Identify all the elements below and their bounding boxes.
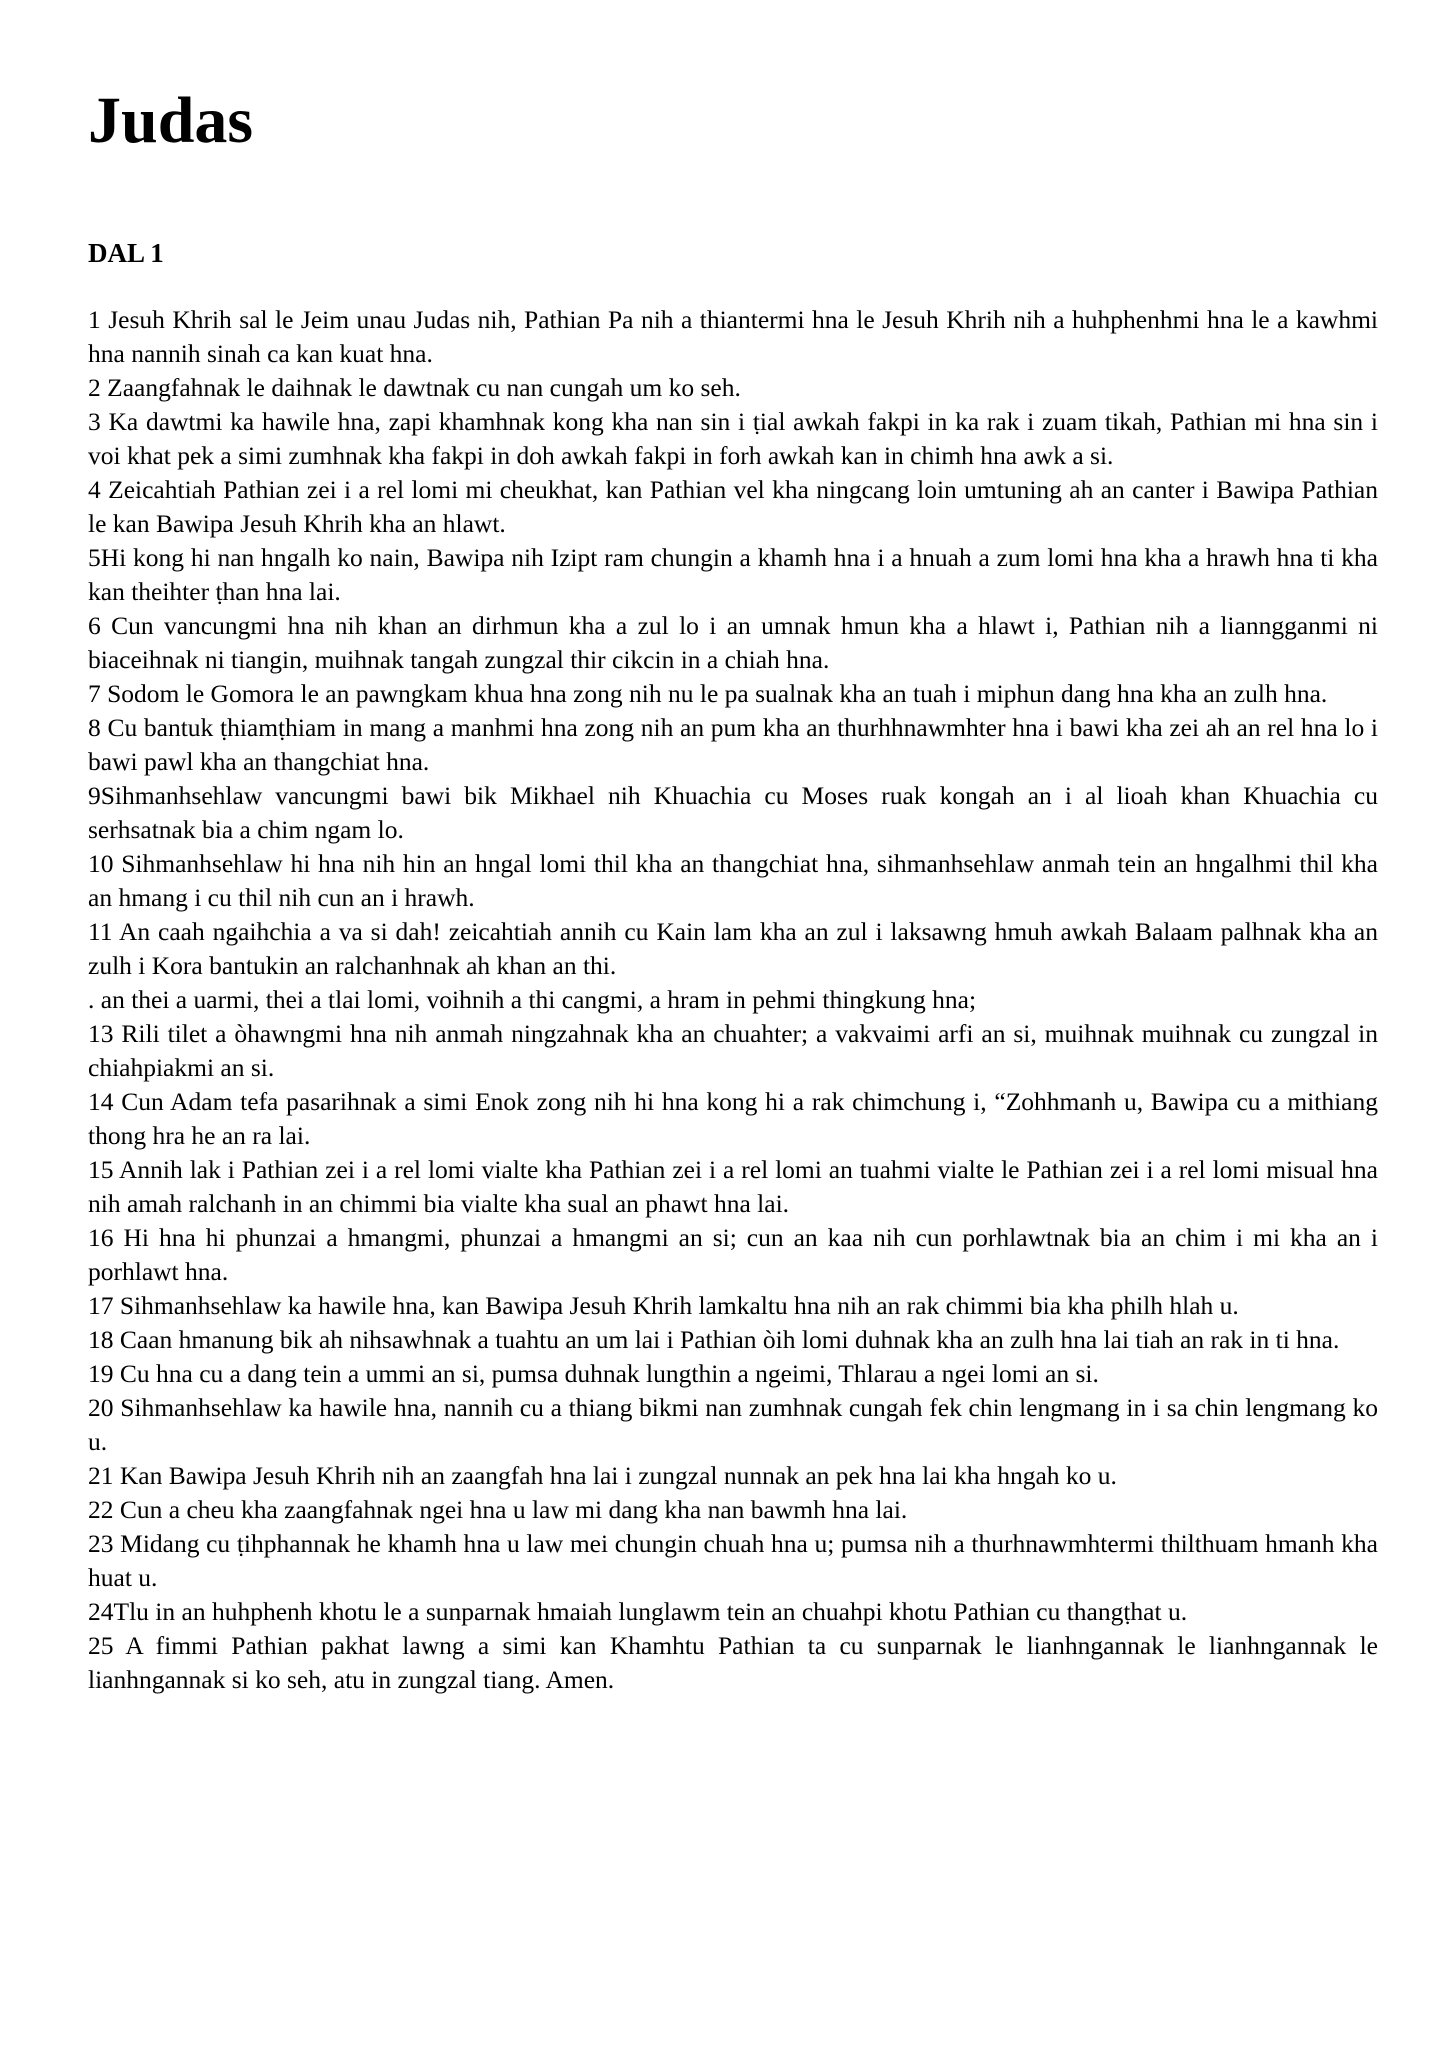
document-title: Judas: [88, 84, 254, 157]
verse: 19 Cu hna cu a dang tein a ummi an si, pumsa duhnak lungthin a ngeimi, Thlarau a ngei lomi an si.: [88, 1359, 1099, 1388]
verse: 8 Cu bantuk ṭhiamṭhiam in mang a manhmi hna zong nih an pum kha an thurhhnawmhter hna i bawi kha zei ah an rel hna lo i bawi pawl kha an thangchiat hna.: [88, 713, 1378, 776]
verse: 18 Caan hmanung bik ah nihsawhnak a tuahtu an um lai i Pathian òih lomi duhnak kha an zulh hna lai tiah an rak in ti hna.: [88, 1325, 1340, 1354]
chapter-heading: DAL 1: [88, 238, 164, 268]
verse: . an thei a uarmi, thei a tlai lomi, voihnih a thi cangmi, a hram in pehmi thingkung hna;: [88, 985, 977, 1014]
verse: 24Tlu in an huhphenh khotu le a sunparnak hmaiah lunglawm tein an chuahpi khotu Pathian cu thangṭhat u.: [88, 1597, 1188, 1626]
verse: 22 Cun a cheu kha zaangfahnak ngei hna u law mi dang kha nan bawmh hna lai.: [88, 1495, 908, 1524]
verse: 21 Kan Bawipa Jesuh Khrih nih an zaangfah hna lai i zungzal nunnak an pek hna lai kha hngah ko u.: [88, 1461, 1117, 1490]
verse-list: [88, 303, 1378, 1697]
verse: 23 Midang cu ṭihphannak he khamh hna u law mei chungin chuah hna u; pumsa nih a thurhnawmhtermi thilthuam hmanh kha huat u.: [88, 1529, 1378, 1592]
verse: 20 Sihmanhsehlaw ka hawile hna, nannih cu a thiang bikmi nan zumhnak cungah fek chin lengmang in i sa chin lengmang ko u.: [88, 1393, 1378, 1456]
verse: 17 Sihmanhsehlaw ka hawile hna, kan Bawipa Jesuh Khrih lamkaltu hna nih an rak chimmi bia kha philh hlah u.: [88, 1291, 1239, 1320]
verse: 1 Jesuh Khrih sal le Jeim unau Judas nih, Pathian Pa nih a thiantermi hna le Jesuh Khrih nih a huhphenhmi hna le a kawhmi hna nannih sinah ca kan kuat hna.: [88, 305, 1378, 368]
verse: 3 Ka dawtmi ka hawile hna, zapi khamhnak kong kha nan sin i ṭial awkah fakpi in ka rak i zuam tikah, Pathian mi hna sin i voi khat pek a simi zumhnak kha fakpi in doh awkah fakpi in forh awkah kan in chimh hna awk a si.: [88, 407, 1378, 470]
verse: 25 A fimmi Pathian pakhat lawng a simi kan Khamhtu Pathian ta cu sunparnak le lianhngannak le lianhngannak le lianhngannak si ko seh, atu in zungzal tiang. Amen.: [88, 1631, 1378, 1694]
verse: 13 Rili tilet a òhawngmi hna nih anmah ningzahnak kha an chuahter; a vakvaimi arfi an si, muihnak muihnak cu zungzal in chiahpiakmi an si.: [88, 1019, 1378, 1082]
verse: 7 Sodom le Gomora le an pawngkam khua hna zong nih nu le pa sualnak kha an tuah i miphun dang hna kha an zulh hna.: [88, 679, 1328, 708]
verse: 10 Sihmanhsehlaw hi hna nih hin an hngal lomi thil kha an thangchiat hna, sihmanhsehlaw anmah tein an hngalhmi thil kha an hmang i cu thil nih cun an i hrawh.: [88, 849, 1378, 912]
verse: 15 Annih lak i Pathian zei i a rel lomi vialte kha Pathian zei i a rel lomi an tuahmi vialte le Pathian zei i a rel lomi misual hna nih amah ralchanh in an chimmi bia vialte kha sual an phawt hna lai.: [88, 1155, 1378, 1218]
verse: 2 Zaangfahnak le daihnak le dawtnak cu nan cungah um ko seh.: [88, 373, 741, 402]
verse: 9Sihmanhsehlaw vancungmi bawi bik Mikhael nih Khuachia cu Moses ruak kongah an i al lioah khan Khuachia cu serhsatnak bia a chim ngam lo.: [88, 781, 1378, 844]
verse: 6 Cun vancungmi hna nih khan an dirhmun kha a zul lo i an umnak hmun kha a hlawt i, Pathian nih a lianngganmi ni biaceihnak ni tiangin, muihnak tangah zungzal thir cikcin in a chiah hna.: [88, 611, 1378, 674]
verse: 11 An caah ngaihchia a va si dah! zeicahtiah annih cu Kain lam kha an zul i laksawng hmuh awkah Balaam palhnak kha an zulh i Kora bantukin an ralchanhnak ah khan an thi.: [88, 917, 1378, 980]
verse: 5Hi kong hi nan hngalh ko nain, Bawipa nih Izipt ram chungin a khamh hna i a hnuah a zum lomi hna kha a hrawh hna ti kha kan theihter ṭhan hna lai.: [88, 543, 1378, 606]
verse: 16 Hi hna hi phunzai a hmangmi, phunzai a hmangmi an si; cun an kaa nih cun porhlawtnak bia an chim i mi kha an i porhlawt hna.: [88, 1223, 1378, 1286]
verse: 4 Zeicahtiah Pathian zei i a rel lomi mi cheukhat, kan Pathian vel kha ningcang loin umtuning ah an canter i Bawipa Pathian le kan Bawipa Jesuh Khrih kha an hlawt.: [88, 475, 1378, 538]
verse: 14 Cun Adam tefa pasarihnak a simi Enok zong nih hi hna kong hi a rak chimchung i, “Zohhmanh u, Bawipa cu a mithiang thong hra he an ra lai.: [88, 1087, 1378, 1150]
